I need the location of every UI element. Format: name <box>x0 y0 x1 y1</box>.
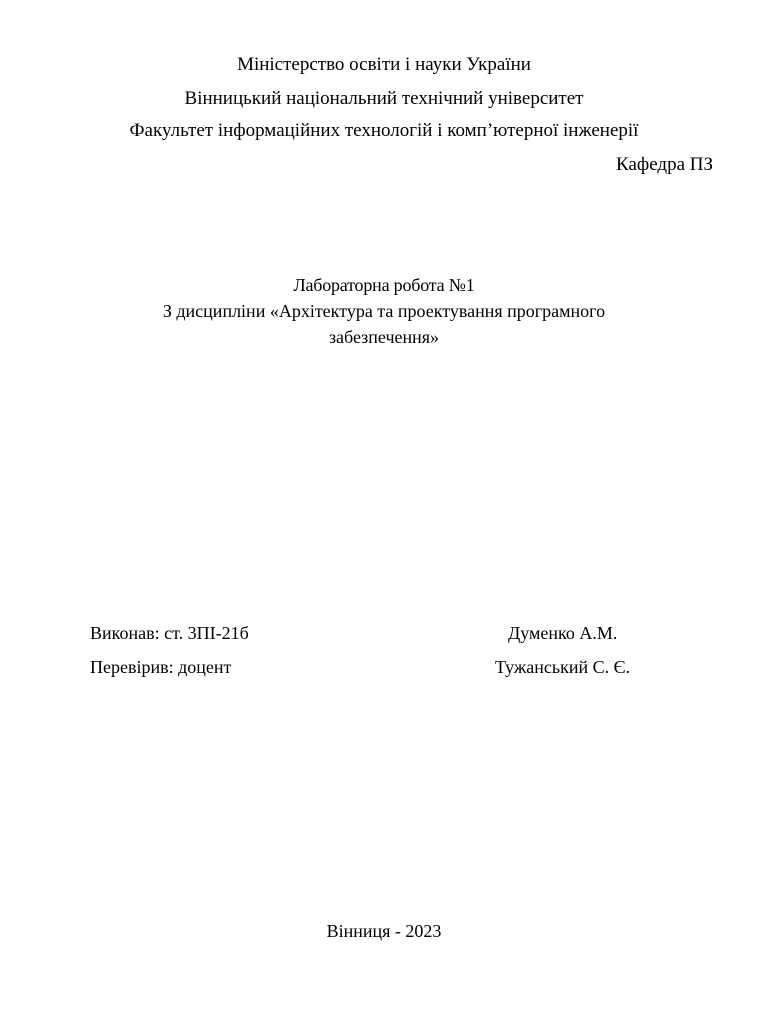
checked-by-name: Тужанський С. Є. <box>495 657 631 677</box>
performed-by-name: Думенко А.М. <box>508 623 618 643</box>
city-year: Вінниця - 2023 <box>326 921 442 941</box>
ministry-heading: Міністерство освіти і науки України <box>237 54 531 75</box>
university-heading: Вінницький національний технічний університет <box>184 88 584 109</box>
department-heading: Кафедра ПЗ <box>616 154 713 175</box>
checked-by-label: Перевірив: доцент <box>90 657 232 677</box>
lab-title: Лабораторна робота №1 <box>293 275 475 295</box>
discipline-line-1: З дисципліни «Архітектура та проектування програмного <box>162 301 606 321</box>
discipline-line-2: забезпечення» <box>328 327 440 347</box>
performed-by-label: Виконав: ст. 3ПІ-21б <box>90 623 249 643</box>
faculty-heading: Факультет інформаційних технологій і комп’ютерної інженерії <box>129 120 639 141</box>
